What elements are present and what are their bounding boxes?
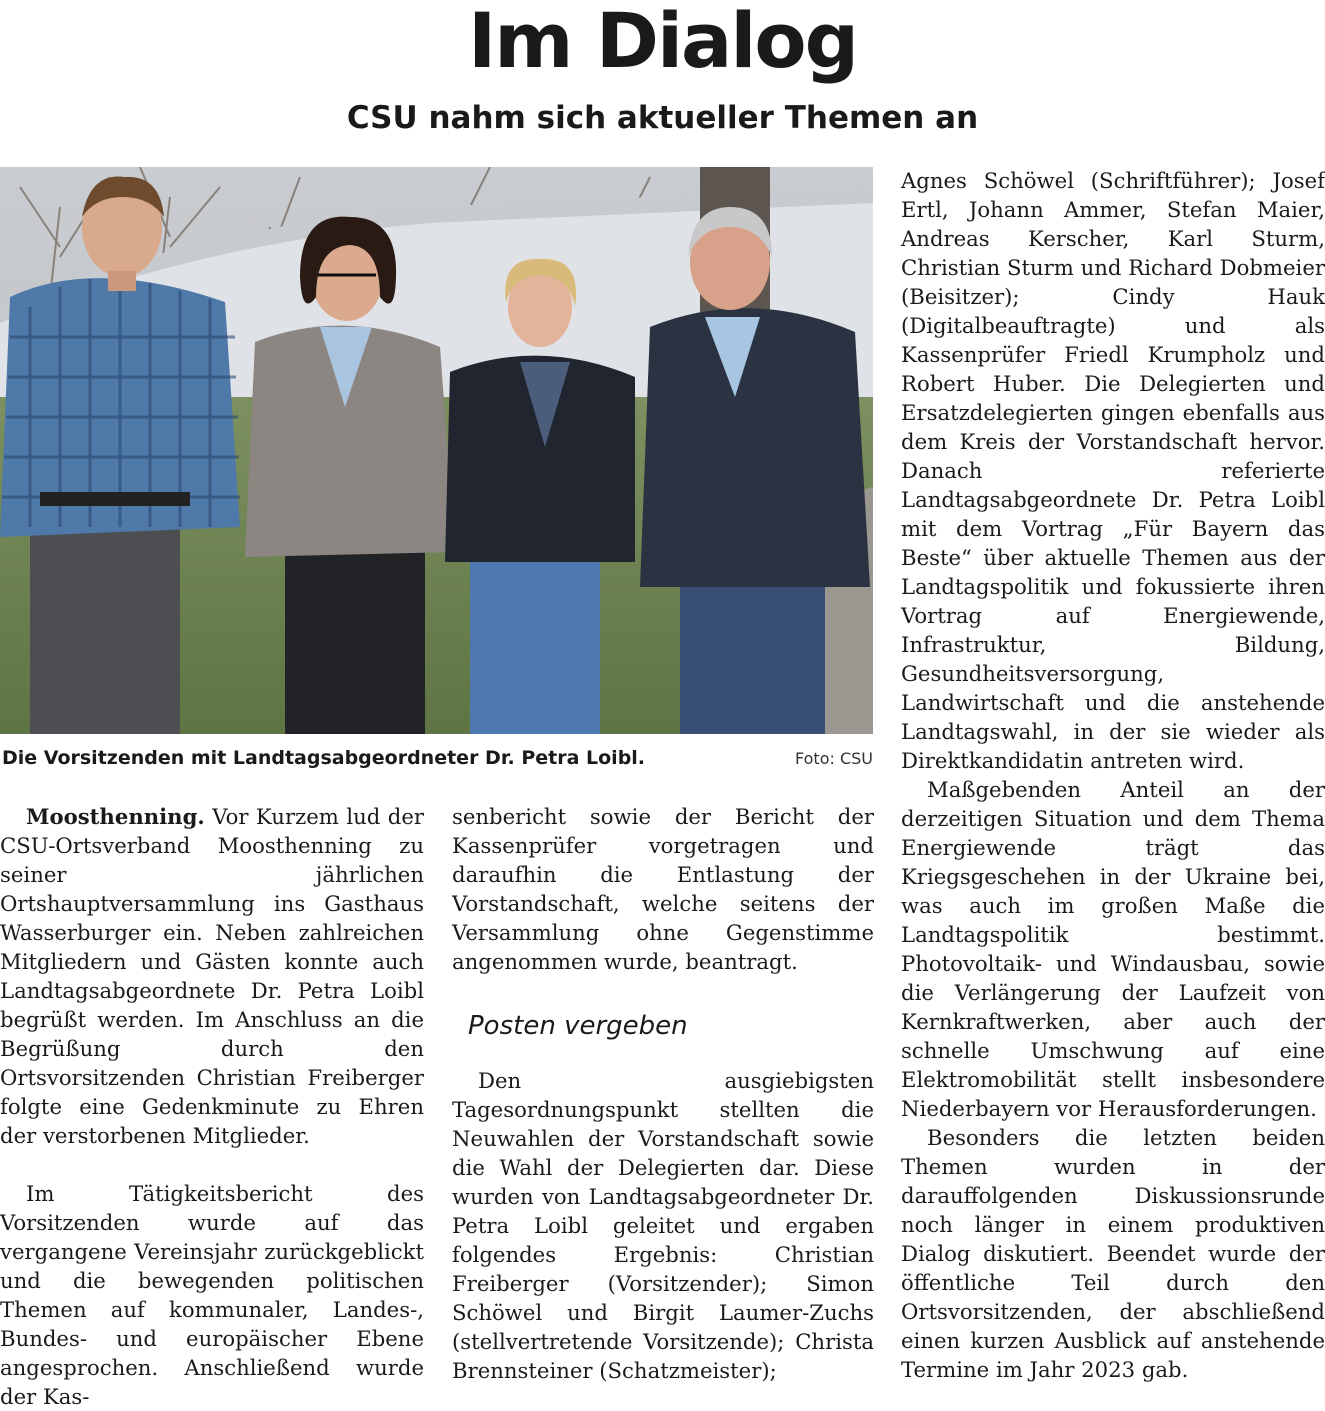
photo-caption: Die Vorsitzenden mit Landtagsabgeordneter Dr. Petra Loibl. bbox=[2, 747, 646, 769]
photo-credit: Foto: CSU bbox=[795, 749, 873, 768]
subheadline: CSU nahm sich aktueller Themen an bbox=[346, 100, 979, 136]
article-column-2 bbox=[452, 802, 874, 1385]
section-subheading: Posten vergeben bbox=[468, 1011, 688, 1041]
paragraph-board-members: Agnes Schöwel (Schriftführer); Josef Ertl, Johann Ammer, Stefan Maier, Andreas Kerscher, Karl Sturm, Christian Sturm und Richard Dobmeier (Beisitzer); Cindy Hauk (Digitalbeauftragte) und als Kassenprüfer Friedl Krumpholz und Robert Huber. Die Delegierten und Ersatzdelegierten gingen ebenfalls aus dem Kreis der Vorstandschaft hervor. Danach referierte Landtagsabgeordnete Dr. Petra Loibl mit dem Vortrag „Für Bayern das Beste“ über aktuelle Themen aus der Landtagspolitik und fokussierte ihren Vortrag auf Energiewende, Infrastruktur, Bildung, Gesundheitsversorgung, Landwirtschaft und die anstehende Landtagswahl, in der sie wieder als Direktkandidatin antreten wird. bbox=[901, 168, 1325, 773]
paragraph-energy: Maßgebenden Anteil an der derzeitigen Situation und dem Thema Energiewende trägt das Kriegsgeschehen in der Ukraine bei, was auch im großen Maße die Landtagspolitik bestimmt. Photovoltaik- und Windausbau, sowie die Verlängerung der Laufzeit von Kernkraftwerken, aber auch der schnelle Umschwung auf eine Elektromobilität stellt insbesondere Niederbayern vor Herausforderungen. bbox=[901, 777, 1325, 1121]
group-photo-illustration bbox=[0, 167, 873, 734]
paragraph-auditors-report: senbericht sowie der Bericht der Kassenprüfer vorgetragen und daraufhin die Entlastung der Vorstandschaft, welche seitens der Versammlung ohne Gegenstimme angenommen wurde, beantragt. bbox=[452, 804, 874, 974]
paragraph-discussion: Besonders die letzten beiden Themen wurden in der darauffolgenden Diskussionsrunde noch länger in einem produktiven Dialog diskutiert. Beendet wurde der öffentliche Teil durch den Ortsvorsitzenden, der abschließend einen kurzen Ausblick auf anstehende Termine im Jahr 2023 gab. bbox=[901, 1125, 1325, 1382]
paragraph-elections: Den ausgiebigsten Tagesordnungspunkt stellten die Neuwahlen der Vorstandschaft sowie die Wahl der Delegierten dar. Diese wurden von Landtagsabgeordneter Dr. Petra Loibl geleitet und ergaben folgendes Ergebnis: Christian Freiberger (Vorsitzender); Simon Schöwel und Birgit Laumer-Zuchs (stellvertretende Vorsitzende); Christa Brennsteiner (Schatzmeister); bbox=[452, 1068, 874, 1383]
paragraph-activity-report: Im Tätigkeitsbericht des Vorsitzenden wurde auf das vergangene Vereinsjahr zurückgeblickt und die bewegenden politischen Themen auf kommunaler, Landes-, Bundes- und europäischer Ebene angesprochen. Anschließend wurde der Kas- bbox=[0, 1181, 424, 1409]
paragraph-intro bbox=[0, 802, 424, 1150]
article-photo bbox=[0, 167, 873, 734]
article-column-3 bbox=[901, 166, 1325, 1384]
paragraph-intro-text: Vor Kurzem lud der CSU-Ortsverband Moosthenning zu seiner jährlichen Ortshauptversammlung ins Gasthaus Wasserburger ein. Neben zahlreichen Mitgliedern und Gästen konnte auch Landtagsabgeordnete Dr. Petra Loibl begrüßt werden. Im Anschluss an die Begrüßung durch den Ortsvorsitzenden Christian Freiberger folgte eine Gedenkminute zu Ehren der verstorbenen Mitglieder. bbox=[0, 804, 424, 1148]
headline: Im Dialog bbox=[467, 0, 857, 85]
dateline: Moosthenning. bbox=[26, 804, 205, 829]
article-column-1 bbox=[0, 802, 424, 1411]
